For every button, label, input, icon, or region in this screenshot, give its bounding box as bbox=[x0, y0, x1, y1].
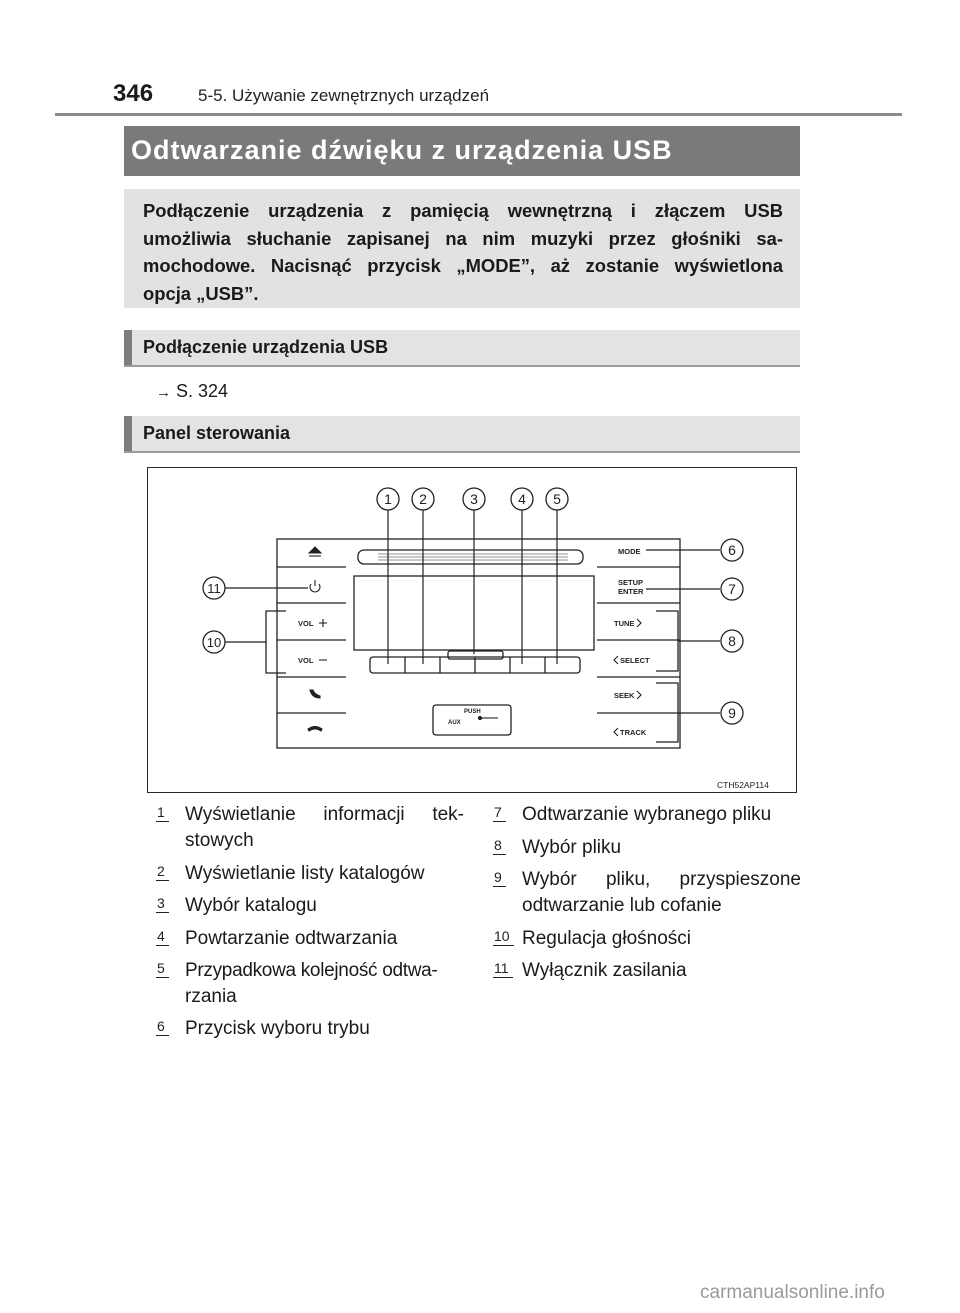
legend-line: Wyświetlanie informacji tek- bbox=[185, 804, 464, 825]
legend-line: Wyświetlanie listy katalogów bbox=[185, 863, 425, 884]
legend-number: 3 bbox=[156, 895, 169, 913]
ref-arrow: → bbox=[156, 384, 171, 401]
callout-label-6: 6 bbox=[728, 542, 736, 558]
legend-line: Wyłącznik zasilania bbox=[522, 960, 687, 981]
seek-label: SEEK bbox=[614, 691, 635, 700]
page-title: Odtwarzanie dźwięku z urządzenia USB bbox=[131, 135, 673, 165]
callout-label-11: 11 bbox=[207, 581, 221, 596]
section-heading-control-panel: Panel sterowania bbox=[143, 423, 291, 443]
track-label: TRACK bbox=[620, 728, 647, 737]
intro-line: umożliwia słuchanie zapisanej na nim muzyki przez głośniki sa- bbox=[143, 227, 783, 249]
legend-line: Przycisk wyboru trybu bbox=[185, 1018, 370, 1039]
callout-label-9: 9 bbox=[728, 705, 736, 721]
callout-label-3: 3 bbox=[470, 491, 478, 507]
legend-line: stowych bbox=[185, 830, 254, 851]
header-rule bbox=[55, 113, 902, 116]
legend-number: 7 bbox=[493, 804, 506, 822]
legend-line: Przypadkowa kolejność odtwa- bbox=[185, 960, 438, 981]
eject-icon bbox=[309, 547, 321, 553]
control-panel-figure bbox=[147, 467, 797, 793]
intro-line: opcja „USB”. bbox=[143, 282, 259, 304]
phone-pickup-icon bbox=[310, 690, 320, 698]
figure-code: CTH52AP114 bbox=[717, 780, 769, 790]
track-arrow-icon bbox=[614, 728, 618, 736]
callout-label-10: 10 bbox=[206, 635, 222, 650]
select-arrow-icon bbox=[614, 656, 618, 664]
legend-line: Wybór pliku, przyspieszone bbox=[522, 869, 801, 890]
callout-label-2: 2 bbox=[419, 491, 427, 507]
legend-number: 9 bbox=[493, 869, 506, 887]
legend-number: 4 bbox=[156, 928, 169, 946]
phone-hangup-icon bbox=[308, 727, 322, 732]
legend-number: 11 bbox=[493, 960, 513, 978]
intro-line: Podłączenie urządzenia z pamięcią wewnętrzną i złączem USB bbox=[143, 200, 783, 221]
tune-label: TUNE bbox=[614, 619, 635, 628]
legend-number: 2 bbox=[156, 863, 169, 881]
section-heading-usb-connection: Podłączenie urządzenia USB bbox=[143, 337, 389, 357]
enter-label: ENTER bbox=[618, 587, 644, 596]
legend-line: Wybór katalogu bbox=[185, 895, 317, 916]
control-panel-diagram bbox=[148, 468, 795, 791]
callout-label-8: 8 bbox=[728, 633, 736, 649]
page-number: 346 bbox=[113, 80, 154, 107]
vol-minus-label: VOL bbox=[298, 656, 314, 665]
callout-label-4: 4 bbox=[518, 491, 526, 507]
page-reference[interactable] bbox=[156, 381, 228, 402]
legend-line: odtwarzanie lub cofanie bbox=[522, 895, 722, 916]
legend-number: 6 bbox=[156, 1018, 169, 1036]
section-breadcrumb: 5-5. Używanie zewnętrznych urządzeń bbox=[198, 86, 490, 105]
section-heading-accent bbox=[124, 416, 132, 451]
callout-label-1: 1 bbox=[384, 491, 392, 507]
section-heading-accent bbox=[124, 330, 132, 365]
push-label: PUSH bbox=[464, 709, 481, 715]
legend-line: Wybór pliku bbox=[522, 837, 622, 858]
callout-label-5: 5 bbox=[553, 491, 561, 507]
intro-line: mochodowe. Nacisnąć przycisk „MODE”, aż zostanie wyświetlona bbox=[143, 255, 783, 276]
setup-label: SETUP bbox=[618, 578, 644, 587]
legend-line: rzania bbox=[185, 986, 237, 1007]
legend-number: 5 bbox=[156, 960, 169, 978]
legend-number: 10 bbox=[493, 928, 514, 946]
mode-label: MODE bbox=[618, 547, 641, 556]
ref-text: S. 324 bbox=[176, 381, 229, 401]
vol-plus-label: VOL bbox=[298, 619, 314, 628]
legend-line: Powtarzanie odtwarzania bbox=[185, 928, 398, 949]
legend-line: Regulacja głośności bbox=[522, 928, 691, 949]
callout-label-7: 7 bbox=[728, 581, 736, 597]
legend-number: 8 bbox=[493, 837, 506, 855]
select-label: SELECT bbox=[620, 656, 650, 665]
intro-text bbox=[143, 197, 783, 307]
legend-line: Odtwarzanie wybranego pliku bbox=[522, 804, 772, 825]
aux-label: AUX bbox=[448, 720, 461, 726]
seek-arrow-icon bbox=[637, 691, 641, 699]
watermark[interactable]: carmanualsonline.info bbox=[700, 1282, 885, 1303]
legend-number: 1 bbox=[156, 804, 169, 822]
tune-arrow-icon bbox=[637, 619, 641, 627]
